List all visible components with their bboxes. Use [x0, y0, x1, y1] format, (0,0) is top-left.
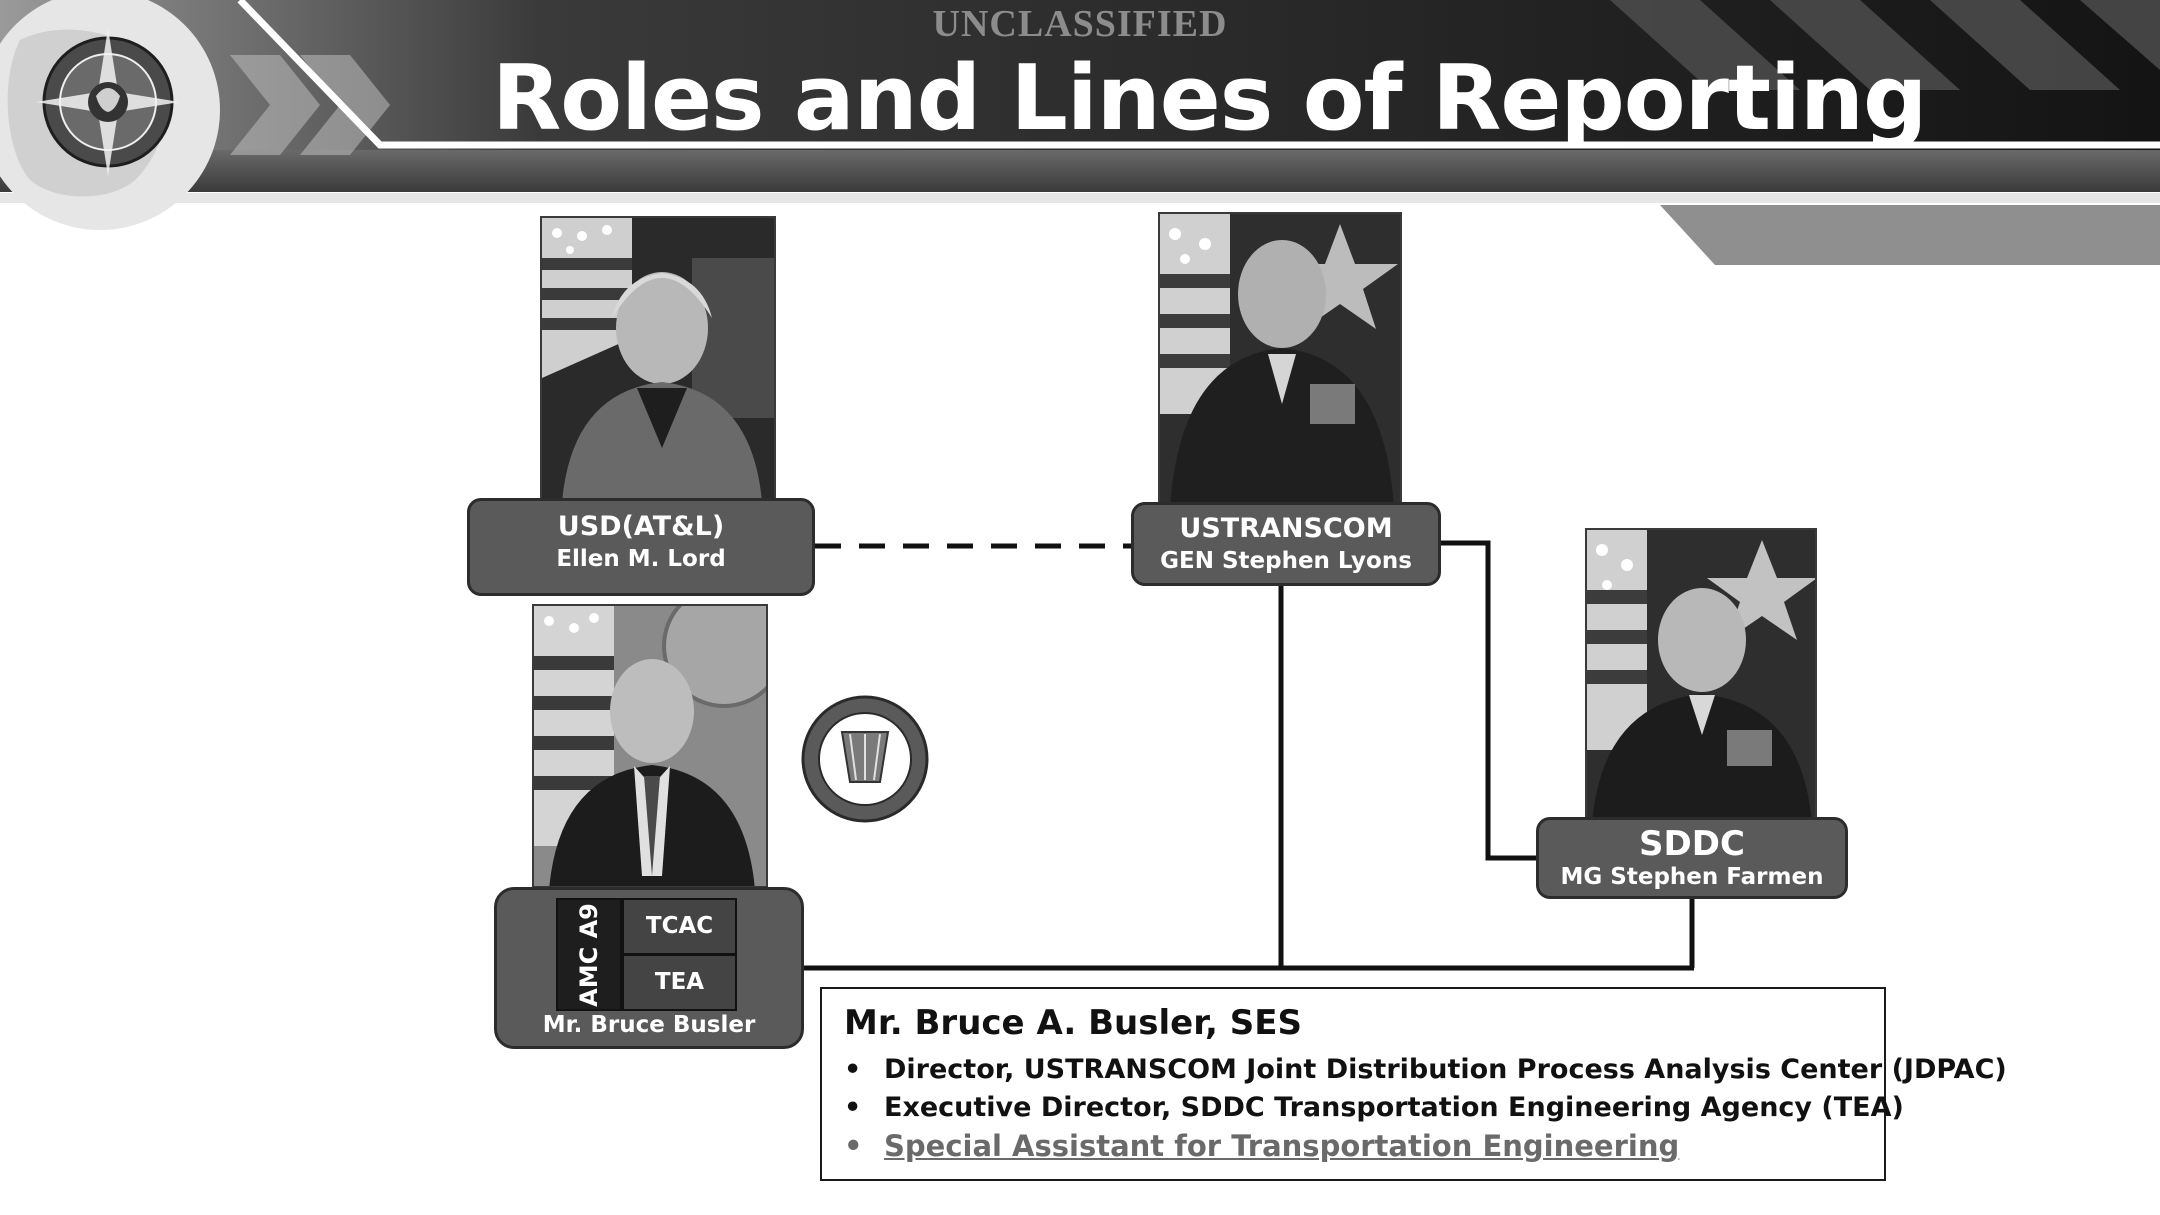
portrait-photo-sddc [1585, 528, 1817, 822]
role-person: MG Stephen Farmen [1560, 864, 1824, 890]
bullet: • [844, 1092, 862, 1123]
info-name: Mr. Bruce A. Busler, SES [844, 1003, 1302, 1043]
classification-marking: UNCLASSIFIED [932, 3, 1228, 45]
slide-title: Roles and Lines of Reporting [492, 46, 1927, 151]
role-box-sddc [1536, 817, 1848, 899]
busler-info-box [820, 987, 2007, 1181]
portrait-photo-busler [532, 604, 768, 888]
portrait-photo-usd [540, 216, 776, 500]
role-person: GEN Stephen Lyons [1160, 548, 1412, 574]
info-item-text: Director, USTRANSCOM Joint Distribution Process Analysis Center (JDPAC) [884, 1054, 2007, 1085]
role-org: USD(AT&L) [557, 511, 725, 542]
info-item-text: Executive Director, SDDC Transportation Engineering Agency (TEA) [884, 1092, 1904, 1123]
info-item-text: Special Assistant for Transportation Engineering [884, 1129, 1680, 1163]
role-person: Mr. Bruce Busler [542, 1012, 756, 1038]
role-person: Ellen M. Lord [556, 546, 726, 572]
role-org: SDDC [1639, 824, 1745, 864]
unit-cell-tcac: TCAC [622, 898, 737, 955]
ses-seal-icon [800, 694, 930, 824]
role-box-usd [467, 498, 815, 596]
bullet: • [844, 1054, 862, 1085]
info-item [844, 1092, 1904, 1123]
amc-a9-label: AMC A9 [575, 902, 603, 1007]
unit-cell-tea: TEA [622, 954, 737, 1011]
role-box-ustranscom [1131, 502, 1441, 586]
amc-a9-cell [556, 898, 622, 1011]
bullet: • [844, 1129, 863, 1163]
ustranscom-sddc-line [1440, 543, 1538, 858]
role-box-busler [494, 887, 804, 1049]
portrait-photo-ustranscom [1158, 212, 1402, 506]
role-org: USTRANSCOM [1179, 513, 1393, 544]
info-item [844, 1054, 2007, 1085]
info-item [844, 1129, 1679, 1163]
